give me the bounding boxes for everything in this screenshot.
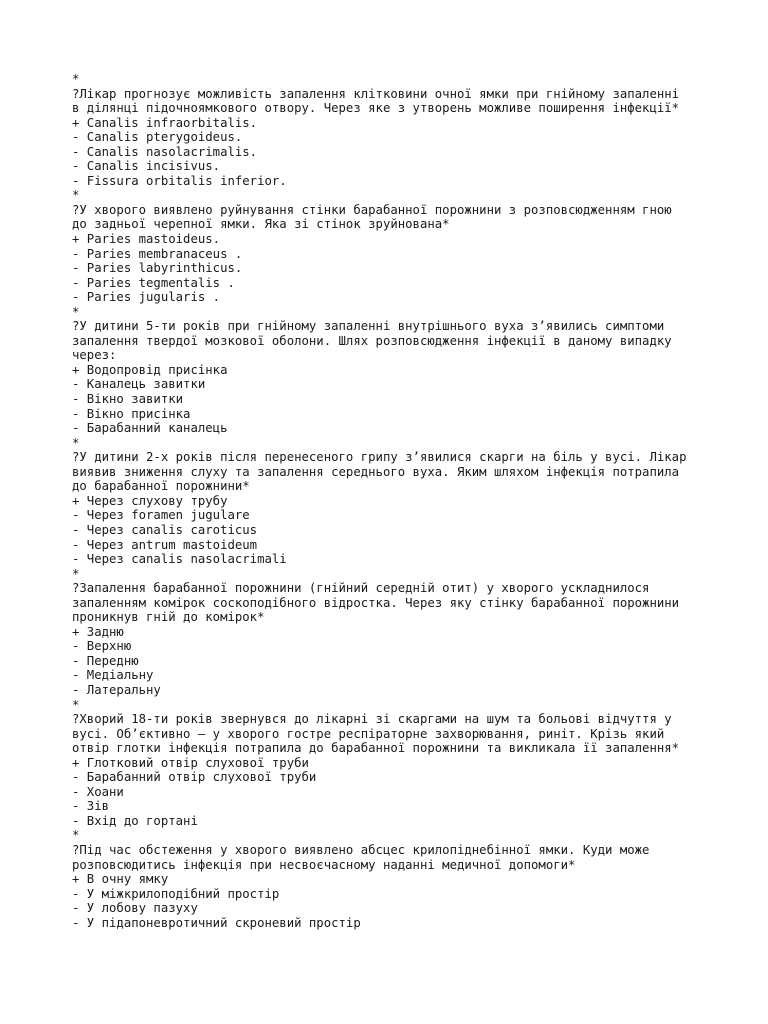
document-line: - Латеральну xyxy=(72,682,161,697)
document-line: в ділянці підочноямкового отвору. Через яке з утворень можливе поширення інфекції* xyxy=(72,101,680,116)
document-line: ?У хворого виявлено руйнування стінки барабанної порожнини з розповсюдженням гною xyxy=(72,202,672,217)
document-line: + Paries mastoideus. xyxy=(72,232,221,247)
document-line: * xyxy=(72,304,80,319)
document-line: - Вікно завитки xyxy=(72,392,184,407)
document-line: через: xyxy=(72,348,117,363)
document-line: + Задню xyxy=(72,624,124,639)
document-line: - Canalis pterygoideus. xyxy=(72,130,243,145)
document-line: - Canalis nasolacrimalis. xyxy=(72,144,258,159)
document-line: - У підапоневротичний скроневий простір xyxy=(72,915,361,930)
document-line: до задньої черепної ямки. Яка зі стінок зруйнована* xyxy=(72,217,450,232)
document-line: до барабанної порожнини* xyxy=(72,479,250,494)
document-line: - Медіальну xyxy=(72,668,154,683)
document-line: + Canalis infraorbitalis. xyxy=(72,115,258,130)
document-line: ?У дитини 5-ти років при гнійному запаленні внутрішнього вуха з’явились симптоми xyxy=(72,319,665,334)
document-line: ?Лікар прогнозує можливість запалення клітковини очної ямки при гнійному запаленні xyxy=(72,86,680,101)
document-line: ?Хворий 18-ти років звернувся до лікарні зі скаргами на шум та больові відчуття у xyxy=(72,712,672,727)
document-line: отвір глотки інфекція потрапила до барабанної порожнини та викликала її запалення* xyxy=(72,741,680,756)
document-line: - Передню xyxy=(72,653,139,668)
document-line: - Барабанний каналець xyxy=(72,421,228,436)
document-line: вусі. Об’єктивно – у хворого гостре респіраторне захворювання, риніт. Крізь який xyxy=(72,726,665,741)
document-line: * xyxy=(72,435,80,450)
document-line: виявив зниження слуху та запалення середнього вуха. Яким шляхом інфекція потрапила xyxy=(72,464,680,479)
document-line: - Через canalis nasolacrimali xyxy=(72,552,287,567)
document-line: - Canalis incisivus. xyxy=(72,159,221,174)
document-line: ?У дитини 2-х років після перенесеного грипу з’явилися скарги на біль у вусі. Лікар xyxy=(72,450,687,465)
document-line: - У міжкрилоподібний простір xyxy=(72,886,280,901)
document-line: - Вхід до гортані xyxy=(72,813,198,828)
document-line: * xyxy=(72,828,80,843)
document-line: - Барабанний отвір слухової труби xyxy=(72,770,317,785)
document-line: - Зів xyxy=(72,799,110,814)
document-line: * xyxy=(72,566,80,581)
document-line: * xyxy=(72,697,80,712)
document-line: + Водопровід присінка xyxy=(72,362,228,377)
document-line: ?Під час обстеження у хворого виявлено абсцес крилопіднебінної ямки. Куди може xyxy=(72,842,650,857)
document-line: - Вікно присінка xyxy=(72,406,191,421)
document-line: - Каналець завитки xyxy=(72,377,206,392)
document-line: проникнув гній до комірок* xyxy=(72,610,265,625)
document-line: - Через antrum mastoideum xyxy=(72,537,258,552)
document-line: * xyxy=(72,72,80,86)
document-line: - Через foramen jugulare xyxy=(72,508,250,523)
document-line: - Paries tegmentalis . xyxy=(72,275,235,290)
document-line: запаленням комірок соскоподібного відростка. Через яку стінку барабанної порожнини xyxy=(72,595,680,610)
document-line: розповсюдитись інфекція при несвоєчасному наданні медичної допомоги* xyxy=(72,857,576,872)
document-line: - Paries labyrinthicus. xyxy=(72,261,243,276)
document-line: - Через canalis caroticus xyxy=(72,522,258,537)
document-line: - Fissura orbitalis inferior. xyxy=(72,173,287,188)
document-page xyxy=(72,72,732,930)
document-line: * xyxy=(72,188,80,203)
document-line: ?Запалення барабанної порожнини (гнійний середній отит) у хворого ускладнилося xyxy=(72,581,650,596)
document-line: - Paries membranaceus . xyxy=(72,246,243,261)
document-line: + Через слухову трубу xyxy=(72,493,228,508)
document-line: - У лобову пазуху xyxy=(72,901,198,916)
document-line: + Глотковий отвір слухової труби xyxy=(72,755,309,770)
document-line: запалення твердої мозкової оболони. Шлях розповсюдження інфекції в даному випадку xyxy=(72,333,672,348)
document-line: - Хоани xyxy=(72,784,124,799)
document-line: - Верхню xyxy=(72,639,132,654)
document-line: - Paries jugularis . xyxy=(72,290,221,305)
document-line: + В очну ямку xyxy=(72,872,169,887)
